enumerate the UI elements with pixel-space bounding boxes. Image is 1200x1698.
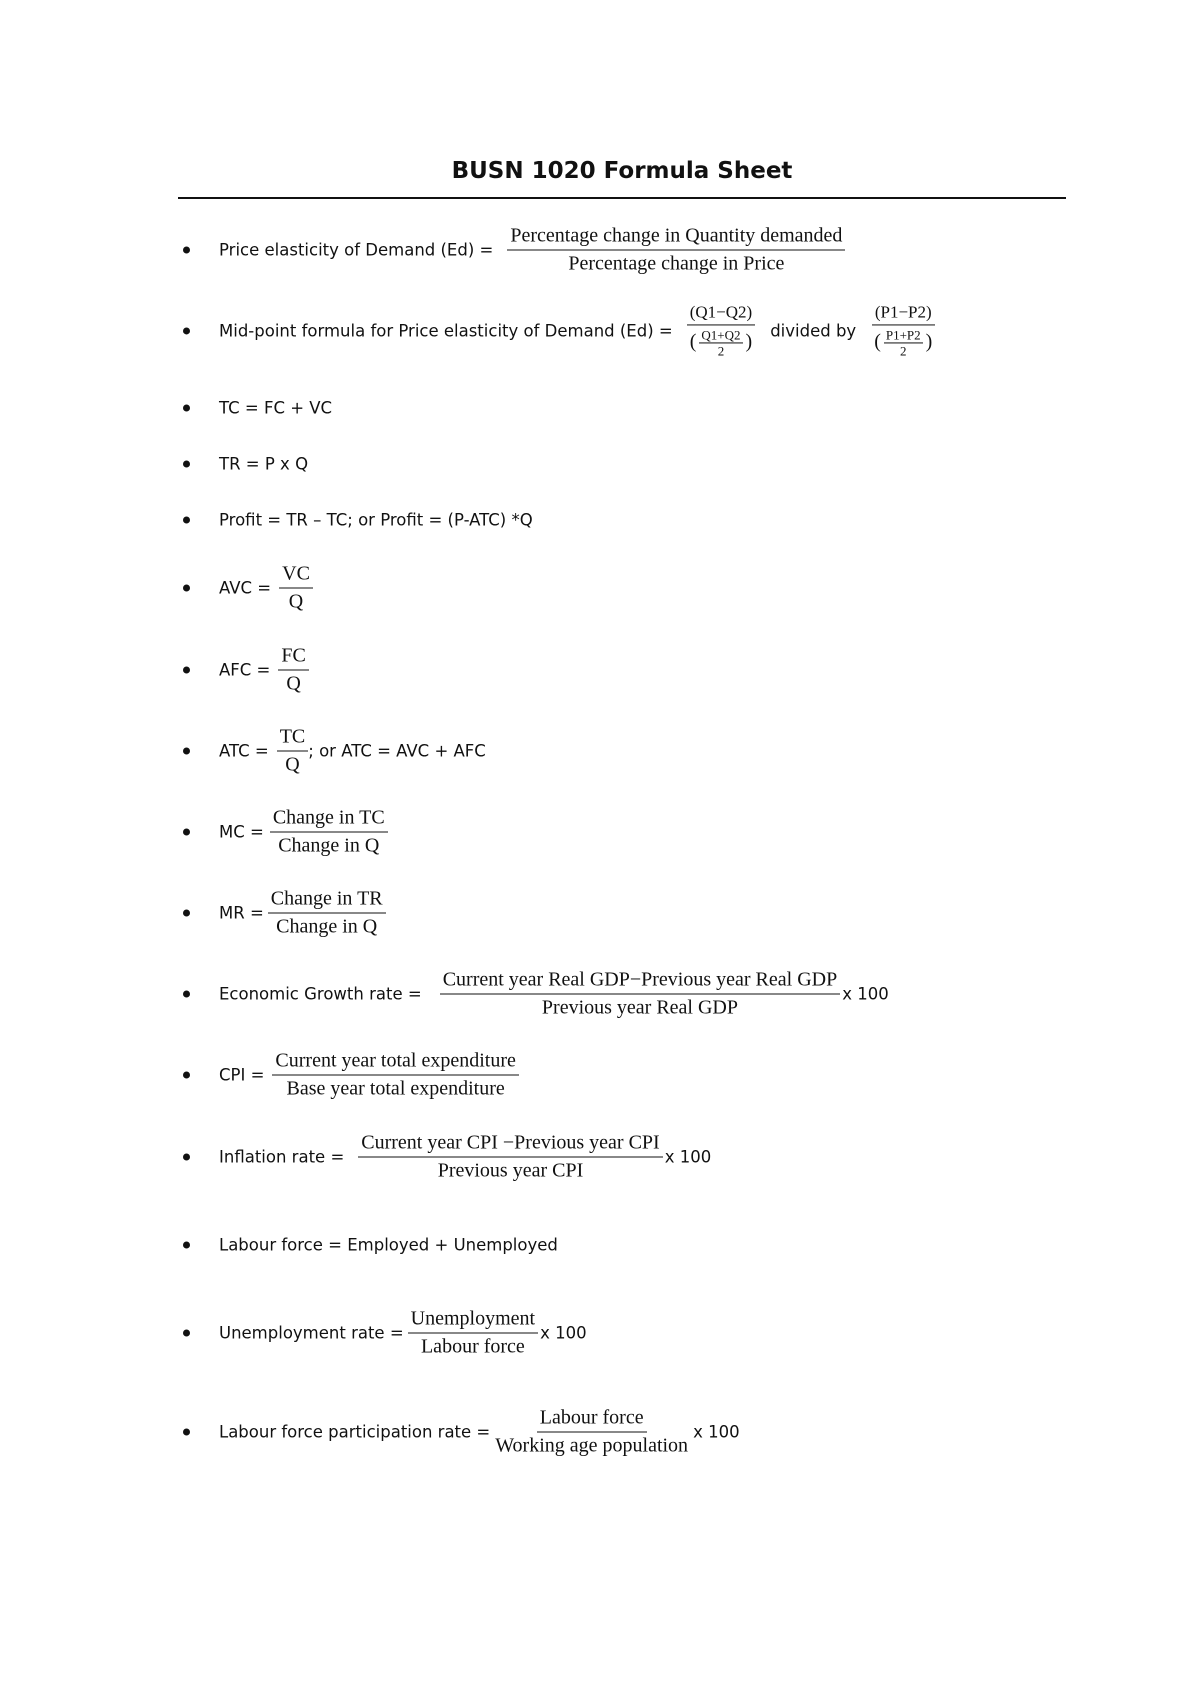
formula-text: Labour force = Employed + Unemployed <box>219 1235 558 1255</box>
formula-inflation-rate <box>183 1133 711 1182</box>
formula-economic-growth-rate <box>183 970 889 1019</box>
bullet-icon <box>183 748 190 755</box>
bullet-icon <box>183 910 190 917</box>
formula-marginal-revenue <box>183 889 389 938</box>
formula-text: TR = P x Q <box>219 454 309 474</box>
numerator: TC <box>277 727 309 752</box>
numerator: Change in TR <box>268 889 386 914</box>
numerator: Percentage change in Quantity demanded <box>507 226 845 251</box>
formula-suffix: x 100 <box>693 1422 740 1442</box>
formula-participation-rate <box>183 1408 740 1457</box>
title-divider <box>178 197 1066 199</box>
formula-price-elasticity <box>183 226 848 275</box>
bullet-icon <box>183 1429 190 1436</box>
quantity-average-fraction <box>699 328 742 358</box>
formula-profit <box>183 511 533 530</box>
numerator: FC <box>278 646 308 671</box>
bullet-icon <box>183 461 190 468</box>
fraction <box>408 1309 538 1358</box>
denominator: Previous year Real GDP <box>541 996 738 1019</box>
bullet-icon <box>183 405 190 412</box>
page-title: BUSN 1020 Formula Sheet <box>451 158 793 184</box>
bullet-icon <box>183 1154 190 1161</box>
formula-label: ATC = <box>219 741 269 761</box>
denominator: Q <box>286 672 301 695</box>
bullet-icon <box>183 991 190 998</box>
numerator: Current year CPI −Previous year CPI <box>358 1133 662 1158</box>
formula-unemployment-rate <box>183 1309 587 1358</box>
denominator: Working age population <box>495 1434 689 1457</box>
fraction <box>279 564 313 613</box>
numerator: Q1+Q2 <box>701 327 741 343</box>
numerator: Current year total expenditure <box>272 1051 518 1076</box>
formula-atc <box>183 727 486 776</box>
formula-label: Labour force participation rate = <box>219 1422 491 1442</box>
bullet-icon <box>183 1072 190 1079</box>
denominator: 2 <box>900 343 907 359</box>
bullet-icon <box>183 585 190 592</box>
fraction <box>440 970 841 1019</box>
bullet-icon <box>183 667 190 674</box>
formula-label: Mid-point formula for Price elasticity of Demand (Ed) = <box>219 321 673 341</box>
formula-afc <box>183 646 312 695</box>
fraction <box>358 1133 662 1182</box>
bullet-icon <box>183 1330 190 1337</box>
bullet-icon <box>183 517 190 524</box>
fraction <box>272 1051 518 1100</box>
formula-cpi <box>183 1051 522 1100</box>
fraction <box>270 808 388 857</box>
numerator: (P1−P2) <box>872 303 935 325</box>
denominator: Percentage change in Price <box>568 252 785 275</box>
formula-suffix: x 100 <box>842 984 889 1004</box>
numerator: Change in TC <box>270 808 388 833</box>
fraction <box>492 1408 691 1457</box>
formula-label: Price elasticity of Demand (Ed) = <box>219 240 494 260</box>
denominator: Q <box>288 590 304 613</box>
denominator: 2 <box>717 343 725 359</box>
price-fraction <box>871 303 935 358</box>
formula-text: Profit = TR – TC; or Profit = (P-ATC) *Q <box>219 510 533 530</box>
denominator: Base year total expenditure <box>286 1077 505 1100</box>
formula-label: CPI = <box>219 1065 265 1085</box>
formula-suffix: x 100 <box>664 1147 712 1167</box>
denominator: ( $\frac{P1+P2}{2}$ ) <box>874 327 933 359</box>
formula-label: MR = <box>219 903 264 923</box>
formula-midpoint-elasticity <box>183 303 938 358</box>
numerator: Labour force <box>537 1408 647 1433</box>
numerator: (Q1−Q2) <box>687 303 755 325</box>
numerator: VC <box>279 564 313 589</box>
fraction <box>507 226 845 275</box>
formula-total-revenue <box>183 455 308 474</box>
formula-label: MC = <box>219 822 264 842</box>
formula-label: Unemployment rate = <box>219 1323 404 1343</box>
bullet-icon <box>183 328 190 335</box>
denominator: Change in Q <box>276 915 378 938</box>
formula-avc <box>183 564 316 613</box>
bullet-icon <box>183 247 190 254</box>
denominator: Change in Q <box>278 834 380 857</box>
bullet-icon <box>183 1242 190 1249</box>
denominator: Previous year CPI <box>437 1159 584 1182</box>
bullet-icon <box>183 829 190 836</box>
quantity-fraction <box>687 303 755 358</box>
numerator: Unemployment <box>408 1309 538 1334</box>
fraction <box>277 727 309 776</box>
formula-label: Economic Growth rate = <box>219 984 422 1004</box>
fraction <box>278 646 308 695</box>
denominator: ( $\frac{Q1+Q2}{2}$ ) <box>689 327 753 359</box>
formula-label: AFC = <box>219 660 271 680</box>
divided-by-text: divided by <box>770 321 857 341</box>
formula-suffix: ; or ATC = AVC + AFC <box>308 741 486 761</box>
price-average-fraction <box>884 328 923 358</box>
formula-marginal-cost <box>183 808 391 857</box>
numerator: Current year Real GDP−Previous year Real GDP <box>440 970 841 995</box>
formula-label: Inflation rate = <box>219 1147 345 1167</box>
formula-label: AVC = <box>219 578 272 598</box>
numerator: P1+P2 <box>885 327 921 343</box>
denominator: Q <box>285 753 300 776</box>
formula-text: TC = FC + VC <box>219 398 333 418</box>
fraction <box>268 889 386 938</box>
denominator: Labour force <box>420 1335 525 1358</box>
formula-total-cost <box>183 399 332 418</box>
formula-labour-force <box>183 1236 558 1255</box>
formula-suffix: x 100 <box>540 1323 587 1343</box>
